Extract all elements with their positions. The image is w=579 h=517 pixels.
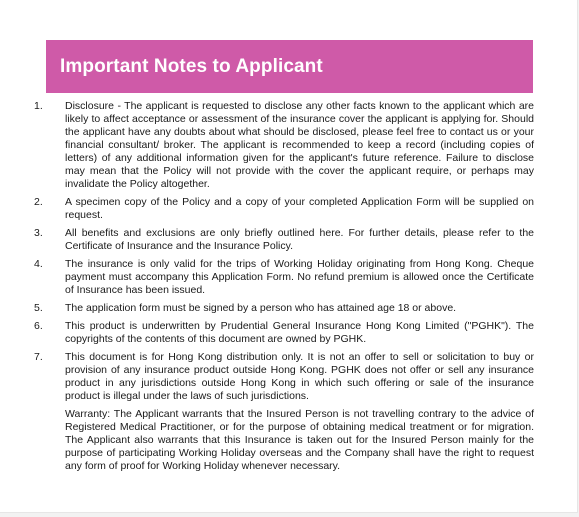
page-title: Important Notes to Applicant: [60, 55, 323, 77]
note-text-disclosure: Disclosure - The applicant is requested to disclose any other facts known to the applicant which are likely to affect acceptance or assessment of the insurance cover the applicant is applying for. Should the applicant have any doubts about what should be disclosed, please feel free to contact us or your financial consultant/ broker. The applicant is recommended to keep a record (including copies of letters) of any additional information given for the applicant's future reference. Failure to disclose may mean that the Policy will not provide with the cover the applicant require, or perhaps may invalidate the Policy altogether.: [65, 100, 534, 190]
note-text-benefits: All benefits and exclusions are only briefly outlined here. For further details, please refer to the Certificate of Insurance and the Insurance Policy.: [65, 227, 534, 252]
note-text-validity: The insurance is only valid for the trips of Working Holiday originating from Hong Kong. Cheque payment must accompany this Application Form. No refund premium is allowed once the Certificate of Insurance has been issued.: [65, 258, 534, 296]
warranty-paragraph: Warranty: The Applicant warrants that the Insured Person is not travelling contrary to the advice of Registered Medical Practitioner, or for the purpose of obtaining medical treatment or for migration. The Applicant also warrants that this Insurance is taken out for the Insured Person mainly for the purpose of participating Working Holiday overseas and the Company shall have the right to request any form of proof for Working Holiday whenever necessary.: [65, 408, 534, 472]
note-item-5: [34, 302, 534, 315]
note-text-age: The application form must be signed by a person who has attained age 18 or above.: [65, 302, 457, 314]
note-text-underwriter: This product is underwritten by Prudential General Insurance Hong Kong Limited ("PGHK"). The copyrights of the contents of this document are owned by PGHK.: [65, 320, 534, 345]
note-number: 4.: [34, 258, 43, 270]
note-item-1: [34, 100, 534, 191]
note-number: 7.: [34, 351, 43, 363]
note-body-distribution: [65, 351, 534, 473]
note-number: 6.: [34, 320, 43, 332]
note-text-distribution: This document is for Hong Kong distribution only. It is not an offer to sell or solicitation to buy or provision of any insurance product outside Hong Kong. PGHK does not offer or sell any insurance product in any jurisdictions outside Hong Kong in which such offering or sale of the insurance product is illegal under the laws of such jurisdictions.: [65, 351, 534, 402]
note-text-specimen: A specimen copy of the Policy and a copy of your completed Application Form will be supplied on request.: [65, 196, 534, 221]
title-banner: [46, 40, 533, 93]
note-item-7: [34, 351, 534, 473]
notes-list: [34, 100, 534, 478]
note-item-4: [34, 258, 534, 297]
note-number: 5.: [34, 302, 43, 314]
note-item-6: [34, 320, 534, 346]
note-item-3: [34, 227, 534, 253]
note-number: 3.: [34, 227, 43, 239]
note-number: 2.: [34, 196, 43, 208]
note-number: 1.: [34, 100, 43, 112]
note-item-2: [34, 196, 534, 222]
